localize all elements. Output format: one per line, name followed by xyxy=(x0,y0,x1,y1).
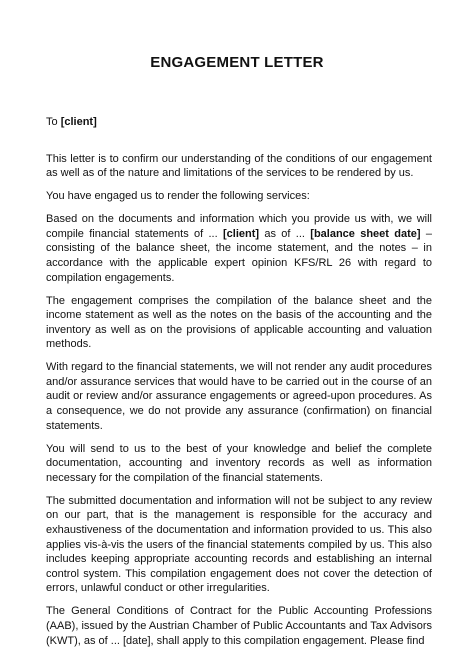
client-placeholder-inline: [client] xyxy=(222,227,260,240)
paragraph-services-text-a: Based on the documents and information which you provide us with, we will compile financial statements of ... xyxy=(46,213,432,240)
page-title: ENGAGEMENT LETTER xyxy=(150,54,324,71)
paragraph-responsibility: The submitted documentation and information will not be subject to any review on our part, that is the management is responsible for the accuracy and exhaustiveness of the documentation and information provided to us. This also applies vis-à-vis the users of the financial statements compiled by us. This also includes keeping appropriate accounting records and establishing an internal control system. This compilation engagement does not cover the detection of errors, unlawful conduct or other irregularities. xyxy=(46,494,432,595)
paragraph-confirmation: This letter is to confirm our understanding of the conditions of our engagement as well as of the nature and limitations of the services to be rendered by us. xyxy=(46,152,432,180)
paragraph-no-audit: With regard to the financial statements, we will not render any audit procedures and/or assurance services that would have to be carried out in the course of an audit or review and/or assurance engagements or agreed-upon procedures. As a consequence, we do not provide any assurance (confirmation) on financial statements. xyxy=(46,361,432,432)
paragraph-services-text-b: as of ... xyxy=(259,227,311,240)
salutation xyxy=(46,115,432,130)
balance-sheet-date-placeholder: [balance sheet date] xyxy=(310,227,421,240)
paragraph-engagement-scope: The engagement comprises the compilation of the balance sheet and the income statement as well as the notes on the basis of the accounting and the inventory as well as on the provisions of applicable accounting and valuation methods. xyxy=(46,294,432,351)
client-placeholder: [client] xyxy=(60,116,97,128)
salutation-prefix: To xyxy=(46,116,61,128)
letter-body xyxy=(46,115,432,657)
paragraph-documentation: You will send to us to the best of your knowledge and belief the complete documentation, accounting and inventory records as well as information necessary for the compilation of the financial statements. xyxy=(46,442,432,484)
paragraph-services-detail xyxy=(46,212,432,285)
paragraph-services-intro: You have engaged us to render the following services: xyxy=(46,190,310,203)
paragraph-services-text-c: – consisting of the balance sheet, the income statement, and the notes – in accordance with the applicable expert opinion KFS/RL 26 with regard to compilation engagements. xyxy=(46,227,432,284)
paragraph-general-conditions: The General Conditions of Contract for the Public Accounting Professions (AAB), issued by the Austrian Chamber of Public Accountants and Tax Advisors (KWT), as of ... [date], shall apply to this compilation engagement. Please find xyxy=(46,605,432,647)
